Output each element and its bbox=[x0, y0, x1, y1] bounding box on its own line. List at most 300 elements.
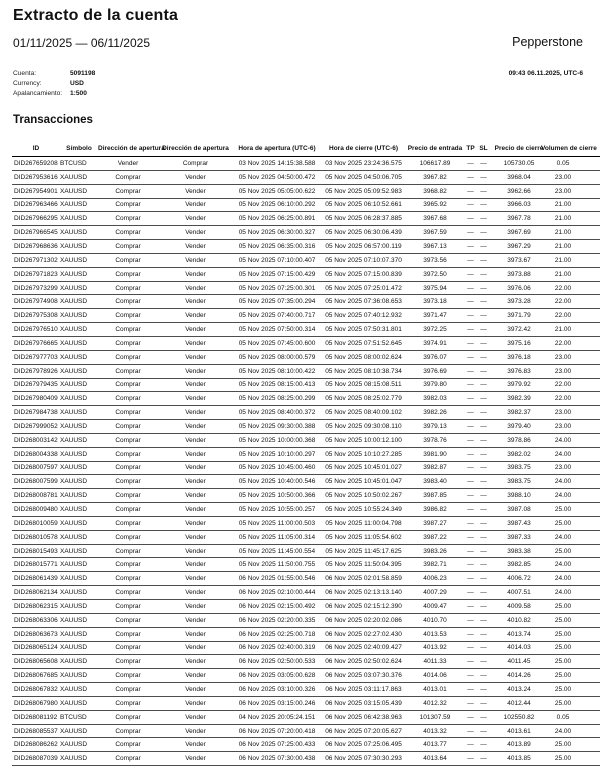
table-cell: Vender bbox=[158, 558, 233, 572]
table-cell: 3986.82 bbox=[406, 503, 464, 517]
table-cell: 3967.82 bbox=[406, 170, 464, 184]
table-cell: 21.00 bbox=[548, 240, 600, 254]
table-cell: 05 Nov 2025 07:10:07.370 bbox=[321, 253, 406, 267]
table-cell: 05 Nov 2025 10:50:00.366 bbox=[233, 489, 321, 503]
table-cell: 3982.37 bbox=[490, 406, 548, 420]
table-cell: 05 Nov 2025 07:35:00.294 bbox=[233, 295, 321, 309]
table-cell: XAUUSD bbox=[60, 447, 98, 461]
table-cell: Comprar bbox=[98, 184, 158, 198]
table-cell: Comprar bbox=[98, 336, 158, 350]
table-cell: Vender bbox=[158, 489, 233, 503]
table-cell: Vender bbox=[158, 613, 233, 627]
table-cell: 4012.44 bbox=[490, 696, 548, 710]
table-cell: Comprar bbox=[98, 475, 158, 489]
table-cell: 4006.23 bbox=[406, 572, 464, 586]
table-cell: 25.00 bbox=[548, 696, 600, 710]
table-cell: 05 Nov 2025 07:40:00.717 bbox=[233, 309, 321, 323]
table-cell: Vender bbox=[158, 627, 233, 641]
table-cell: 06 Nov 2025 07:25:06.495 bbox=[321, 738, 406, 752]
table-row bbox=[12, 641, 600, 655]
table-cell: XAUUSD bbox=[60, 738, 98, 752]
table-cell: 102550.82 bbox=[490, 710, 548, 724]
table-row bbox=[12, 350, 600, 364]
table-cell: DID268065124 bbox=[12, 641, 60, 655]
table-cell: Comprar bbox=[98, 530, 158, 544]
table-cell: 3976.69 bbox=[406, 364, 464, 378]
table-cell: DID267966545 bbox=[12, 226, 60, 240]
table-row bbox=[12, 253, 600, 267]
table-cell: 4007.51 bbox=[490, 586, 548, 600]
table-cell: — bbox=[464, 475, 477, 489]
table-cell: 4009.58 bbox=[490, 600, 548, 614]
table-cell: 06 Nov 2025 07:20:05.627 bbox=[321, 724, 406, 738]
page-title: Extracto de la cuenta bbox=[13, 7, 179, 24]
table-row bbox=[12, 433, 600, 447]
table-cell: — bbox=[477, 378, 490, 392]
table-cell: — bbox=[477, 364, 490, 378]
table-cell: 4011.33 bbox=[406, 655, 464, 669]
table-cell: Vender bbox=[158, 600, 233, 614]
table-row bbox=[12, 516, 600, 530]
table-cell: Comprar bbox=[98, 226, 158, 240]
table-cell: 4013.61 bbox=[490, 724, 548, 738]
table-cell: XAUUSD bbox=[60, 350, 98, 364]
table-cell: 3978.76 bbox=[406, 433, 464, 447]
table-cell: 3976.18 bbox=[490, 350, 548, 364]
table-cell: 05 Nov 2025 05:05:00.622 bbox=[233, 184, 321, 198]
table-cell: — bbox=[477, 600, 490, 614]
table-cell: Comprar bbox=[98, 710, 158, 724]
transactions-section-title: Transacciones bbox=[13, 114, 93, 126]
table-cell: — bbox=[477, 724, 490, 738]
table-cell: Comprar bbox=[98, 253, 158, 267]
table-cell: — bbox=[477, 669, 490, 683]
table-cell: 05 Nov 2025 10:45:01.047 bbox=[321, 475, 406, 489]
table-cell: XAUUSD bbox=[60, 752, 98, 766]
table-cell: Comprar bbox=[98, 752, 158, 766]
table-cell: 3967.13 bbox=[406, 240, 464, 254]
table-cell: 25.00 bbox=[548, 600, 600, 614]
table-cell: XAUUSD bbox=[60, 641, 98, 655]
table-row bbox=[12, 281, 600, 295]
table-cell: — bbox=[477, 184, 490, 198]
table-cell: — bbox=[464, 558, 477, 572]
table-cell: — bbox=[477, 503, 490, 517]
table-row bbox=[12, 752, 600, 766]
table-cell: — bbox=[477, 586, 490, 600]
table-cell: Comprar bbox=[98, 461, 158, 475]
table-cell: 05 Nov 2025 10:55:24.349 bbox=[321, 503, 406, 517]
broker-name: Pepperstone bbox=[512, 35, 583, 49]
table-cell: 06 Nov 2025 02:27:02.430 bbox=[321, 627, 406, 641]
table-cell: 23.00 bbox=[548, 170, 600, 184]
table-row bbox=[12, 572, 600, 586]
table-row bbox=[12, 655, 600, 669]
table-cell: DID267971823 bbox=[12, 267, 60, 281]
table-cell: Vender bbox=[158, 295, 233, 309]
table-cell: Comprar bbox=[98, 212, 158, 226]
table-cell: DID267976665 bbox=[12, 336, 60, 350]
table-cell: XAUUSD bbox=[60, 295, 98, 309]
table-cell: XAUUSD bbox=[60, 489, 98, 503]
table-cell: Vender bbox=[158, 572, 233, 586]
table-cell: — bbox=[477, 461, 490, 475]
table-cell: 4014.03 bbox=[490, 641, 548, 655]
table-cell: Comprar bbox=[98, 738, 158, 752]
table-cell: 05 Nov 2025 10:55:00.257 bbox=[233, 503, 321, 517]
table-row bbox=[12, 170, 600, 184]
table-cell: 3982.03 bbox=[406, 392, 464, 406]
table-cell: 3965.92 bbox=[406, 198, 464, 212]
table-cell: 3967.78 bbox=[490, 212, 548, 226]
table-row bbox=[12, 724, 600, 738]
table-cell: — bbox=[464, 489, 477, 503]
table-cell: Vender bbox=[158, 461, 233, 475]
table-cell: 06 Nov 2025 06:42:38.963 bbox=[321, 710, 406, 724]
table-row bbox=[12, 475, 600, 489]
table-cell: DID268010059 bbox=[12, 516, 60, 530]
table-cell: 4010.70 bbox=[406, 613, 464, 627]
table-cell: Comprar bbox=[98, 267, 158, 281]
table-cell: 21.00 bbox=[548, 253, 600, 267]
table-cell: DID268010578 bbox=[12, 530, 60, 544]
table-row bbox=[12, 406, 600, 420]
table-cell: XAUUSD bbox=[60, 683, 98, 697]
table-cell: Comprar bbox=[98, 641, 158, 655]
table-cell: — bbox=[477, 641, 490, 655]
table-cell: — bbox=[464, 572, 477, 586]
table-cell: 3971.47 bbox=[406, 309, 464, 323]
table-cell: XAUUSD bbox=[60, 198, 98, 212]
table-cell: 21.00 bbox=[548, 267, 600, 281]
table-cell: — bbox=[464, 212, 477, 226]
table-cell: 24.00 bbox=[548, 586, 600, 600]
table-cell: 05 Nov 2025 06:35:00.316 bbox=[233, 240, 321, 254]
table-cell: 3973.28 bbox=[490, 295, 548, 309]
table-cell: 05 Nov 2025 06:25:00.891 bbox=[233, 212, 321, 226]
table-cell: Vender bbox=[158, 267, 233, 281]
column-header: Símbolo bbox=[60, 141, 98, 157]
table-cell: — bbox=[477, 752, 490, 766]
table-cell: 4012.32 bbox=[406, 696, 464, 710]
column-header-label: Volumen de cierre bbox=[541, 145, 597, 152]
table-cell: 05 Nov 2025 09:30:08.110 bbox=[321, 420, 406, 434]
table-row bbox=[12, 420, 600, 434]
table-cell: 05 Nov 2025 07:51:52.645 bbox=[321, 336, 406, 350]
table-cell: XAUUSD bbox=[60, 600, 98, 614]
table-cell: BTCUSD bbox=[60, 710, 98, 724]
table-row bbox=[12, 447, 600, 461]
table-cell: 05 Nov 2025 10:45:00.460 bbox=[233, 461, 321, 475]
table-cell: Vender bbox=[158, 683, 233, 697]
table-cell: — bbox=[477, 323, 490, 337]
table-row bbox=[12, 267, 600, 281]
table-cell: DID267966295 bbox=[12, 212, 60, 226]
table-cell: 25.00 bbox=[548, 544, 600, 558]
column-header: Hora de apertura (UTC-6) bbox=[233, 141, 321, 157]
table-cell: Comprar bbox=[98, 281, 158, 295]
table-cell: — bbox=[477, 696, 490, 710]
table-cell: 05 Nov 2025 10:10:00.297 bbox=[233, 447, 321, 461]
table-cell: Comprar bbox=[98, 600, 158, 614]
statement-date-range: 01/11/2025 — 06/11/2025 bbox=[13, 36, 151, 50]
table-cell: — bbox=[477, 655, 490, 669]
table-cell: DID268015771 bbox=[12, 558, 60, 572]
table-cell: XAUUSD bbox=[60, 503, 98, 517]
table-cell: 05 Nov 2025 11:00:00.503 bbox=[233, 516, 321, 530]
table-cell: DID267659208 bbox=[12, 157, 60, 171]
table-cell: 3979.40 bbox=[490, 420, 548, 434]
table-cell: 24.00 bbox=[548, 724, 600, 738]
table-cell: Comprar bbox=[98, 669, 158, 683]
table-cell: 05 Nov 2025 08:10:38.734 bbox=[321, 364, 406, 378]
table-header-row bbox=[12, 141, 600, 157]
table-cell: 05 Nov 2025 07:15:00.429 bbox=[233, 267, 321, 281]
table-cell: XAUUSD bbox=[60, 572, 98, 586]
table-cell: — bbox=[464, 309, 477, 323]
table-cell: — bbox=[464, 170, 477, 184]
table-cell: DID268007597 bbox=[12, 461, 60, 475]
account-field-value: 5091198 bbox=[70, 70, 96, 77]
table-cell: Comprar bbox=[98, 170, 158, 184]
table-cell: 3987.33 bbox=[490, 530, 548, 544]
table-cell: 3983.75 bbox=[490, 475, 548, 489]
table-cell: XAUUSD bbox=[60, 696, 98, 710]
table-cell: 4014.26 bbox=[490, 669, 548, 683]
table-cell: 25.00 bbox=[548, 627, 600, 641]
table-cell: 24.00 bbox=[548, 530, 600, 544]
table-cell: XAUUSD bbox=[60, 461, 98, 475]
table-cell: 4006.72 bbox=[490, 572, 548, 586]
table-row bbox=[12, 544, 600, 558]
table-cell: 4009.47 bbox=[406, 600, 464, 614]
table-cell: 22.00 bbox=[548, 336, 600, 350]
table-cell: Comprar bbox=[98, 295, 158, 309]
table-cell: Vender bbox=[158, 198, 233, 212]
table-cell: 06 Nov 2025 02:13:13.140 bbox=[321, 586, 406, 600]
table-cell: — bbox=[477, 572, 490, 586]
table-cell: Vender bbox=[158, 184, 233, 198]
table-cell: — bbox=[477, 157, 490, 171]
table-cell: 3968.82 bbox=[406, 184, 464, 198]
column-header: Dirección de apertura bbox=[158, 141, 233, 157]
table-cell: DID268067980 bbox=[12, 696, 60, 710]
table-cell: DID268086262 bbox=[12, 738, 60, 752]
table-cell: Comprar bbox=[98, 572, 158, 586]
table-cell: — bbox=[477, 710, 490, 724]
table-cell: 4013.01 bbox=[406, 683, 464, 697]
table-cell: 24.00 bbox=[548, 558, 600, 572]
table-row bbox=[12, 184, 600, 198]
table-cell: 05 Nov 2025 08:10:00.422 bbox=[233, 364, 321, 378]
table-row bbox=[12, 558, 600, 572]
table-cell: DID268085537 bbox=[12, 724, 60, 738]
table-cell: Comprar bbox=[98, 558, 158, 572]
table-cell: Vender bbox=[158, 240, 233, 254]
table-cell: BTCUSD bbox=[60, 157, 98, 171]
table-cell: XAUUSD bbox=[60, 281, 98, 295]
table-cell: XAUUSD bbox=[60, 586, 98, 600]
table-cell: 06 Nov 2025 02:50:02.624 bbox=[321, 655, 406, 669]
table-cell: Vender bbox=[158, 226, 233, 240]
account-field bbox=[13, 79, 95, 89]
table-cell: 06 Nov 2025 03:11:17.863 bbox=[321, 683, 406, 697]
table-cell: 22.00 bbox=[548, 378, 600, 392]
table-cell: DID268015493 bbox=[12, 544, 60, 558]
table-cell: — bbox=[464, 516, 477, 530]
table-cell: 22.00 bbox=[548, 392, 600, 406]
table-cell: Comprar bbox=[98, 544, 158, 558]
table-cell: 4007.29 bbox=[406, 586, 464, 600]
table-cell: 23.00 bbox=[548, 350, 600, 364]
table-row bbox=[12, 198, 600, 212]
table-cell: 3981.90 bbox=[406, 447, 464, 461]
table-cell: 3975.16 bbox=[490, 336, 548, 350]
table-cell: 05 Nov 2025 08:40:09.102 bbox=[321, 406, 406, 420]
table-cell: — bbox=[464, 198, 477, 212]
table-cell: DID268007599 bbox=[12, 475, 60, 489]
table-cell: XAUUSD bbox=[60, 420, 98, 434]
table-cell: 05 Nov 2025 11:05:00.314 bbox=[233, 530, 321, 544]
table-row bbox=[12, 295, 600, 309]
table-cell: 05 Nov 2025 04:50:00.472 bbox=[233, 170, 321, 184]
table-cell: 3972.50 bbox=[406, 267, 464, 281]
table-cell: Vender bbox=[158, 696, 233, 710]
table-cell: — bbox=[477, 544, 490, 558]
table-cell: — bbox=[477, 433, 490, 447]
table-cell: 05 Nov 2025 10:50:02.267 bbox=[321, 489, 406, 503]
table-cell: — bbox=[477, 420, 490, 434]
account-info bbox=[13, 69, 95, 99]
table-cell: 25.00 bbox=[548, 641, 600, 655]
table-cell: — bbox=[464, 724, 477, 738]
table-cell: — bbox=[464, 406, 477, 420]
table-cell: 3967.69 bbox=[490, 226, 548, 240]
table-cell: — bbox=[477, 738, 490, 752]
table-cell: — bbox=[464, 669, 477, 683]
table-cell: 25.00 bbox=[548, 503, 600, 517]
column-header: SL bbox=[477, 141, 490, 157]
table-cell: — bbox=[477, 613, 490, 627]
table-cell: 106617.89 bbox=[406, 157, 464, 171]
table-cell: — bbox=[464, 627, 477, 641]
table-cell: 06 Nov 2025 03:15:00.246 bbox=[233, 696, 321, 710]
table-cell: 24.00 bbox=[548, 447, 600, 461]
table-cell: Comprar bbox=[98, 586, 158, 600]
table-cell: 05 Nov 2025 08:00:00.579 bbox=[233, 350, 321, 364]
table-cell: 3982.85 bbox=[490, 558, 548, 572]
table-cell: 21.00 bbox=[548, 226, 600, 240]
table-cell: XAUUSD bbox=[60, 544, 98, 558]
table-cell: DID267971302 bbox=[12, 253, 60, 267]
table-cell: 05 Nov 2025 10:00:12.100 bbox=[321, 433, 406, 447]
table-cell: 05 Nov 2025 07:25:01.472 bbox=[321, 281, 406, 295]
account-field-value: USD bbox=[70, 80, 84, 87]
table-cell: 05 Nov 2025 08:15:00.413 bbox=[233, 378, 321, 392]
table-cell: Vender bbox=[158, 530, 233, 544]
table-cell: Comprar bbox=[98, 309, 158, 323]
table-cell: — bbox=[464, 267, 477, 281]
table-cell: 06 Nov 2025 03:10:00.326 bbox=[233, 683, 321, 697]
table-cell: Vender bbox=[158, 669, 233, 683]
table-cell: XAUUSD bbox=[60, 226, 98, 240]
table-row bbox=[12, 489, 600, 503]
table-body bbox=[12, 157, 600, 766]
table-cell: — bbox=[477, 558, 490, 572]
table-cell: Comprar bbox=[158, 157, 233, 171]
table-cell: 24.00 bbox=[548, 489, 600, 503]
table-row bbox=[12, 627, 600, 641]
column-header: Precio de cierre bbox=[490, 141, 548, 157]
table-cell: DID268063673 bbox=[12, 627, 60, 641]
table-cell: Comprar bbox=[98, 378, 158, 392]
table-cell: — bbox=[464, 392, 477, 406]
table-row bbox=[12, 586, 600, 600]
table-cell: 03 Nov 2025 23:24:36.575 bbox=[321, 157, 406, 171]
table-cell: XAUUSD bbox=[60, 516, 98, 530]
table-cell: 4013.89 bbox=[490, 738, 548, 752]
table-cell: Comprar bbox=[98, 516, 158, 530]
table-cell: 05 Nov 2025 10:45:01.027 bbox=[321, 461, 406, 475]
table-cell: DID267976510 bbox=[12, 323, 60, 337]
table-cell: 25.00 bbox=[548, 683, 600, 697]
table-cell: 4013.64 bbox=[406, 752, 464, 766]
table-row bbox=[12, 323, 600, 337]
table-cell: Vender bbox=[158, 752, 233, 766]
table-cell: Vender bbox=[158, 350, 233, 364]
table-row bbox=[12, 309, 600, 323]
table-cell: 05 Nov 2025 06:28:37.885 bbox=[321, 212, 406, 226]
table-cell: 3987.08 bbox=[490, 503, 548, 517]
table-cell: 3982.26 bbox=[406, 406, 464, 420]
table-row bbox=[12, 738, 600, 752]
table-cell: — bbox=[477, 198, 490, 212]
account-field bbox=[13, 69, 95, 79]
table-cell: — bbox=[477, 295, 490, 309]
table-cell: Vender bbox=[158, 544, 233, 558]
table-cell: — bbox=[464, 240, 477, 254]
table-cell: 4013.77 bbox=[406, 738, 464, 752]
table-cell: 06 Nov 2025 07:30:00.438 bbox=[233, 752, 321, 766]
table-cell: 3967.59 bbox=[406, 226, 464, 240]
table-cell: 4010.82 bbox=[490, 613, 548, 627]
table-cell: 3967.29 bbox=[490, 240, 548, 254]
table-cell: 4013.74 bbox=[490, 627, 548, 641]
table-cell: DID267953616 bbox=[12, 170, 60, 184]
table-cell: — bbox=[464, 600, 477, 614]
table-cell: Comprar bbox=[98, 364, 158, 378]
table-cell: Vender bbox=[158, 323, 233, 337]
table-cell: 06 Nov 2025 07:30:30.293 bbox=[321, 752, 406, 766]
table-cell: 06 Nov 2025 02:15:00.492 bbox=[233, 600, 321, 614]
table-cell: 06 Nov 2025 02:50:00.533 bbox=[233, 655, 321, 669]
table-cell: 06 Nov 2025 02:40:09.427 bbox=[321, 641, 406, 655]
column-header: Hora de cierre (UTC-6) bbox=[321, 141, 406, 157]
table-cell: — bbox=[464, 683, 477, 697]
table-cell: 05 Nov 2025 10:10:27.285 bbox=[321, 447, 406, 461]
table-cell: 3968.04 bbox=[490, 170, 548, 184]
table-cell: — bbox=[477, 253, 490, 267]
table-cell: — bbox=[477, 226, 490, 240]
table-cell: — bbox=[477, 392, 490, 406]
column-header: TP bbox=[464, 141, 477, 157]
table-cell: 05 Nov 2025 11:05:54.602 bbox=[321, 530, 406, 544]
table-cell: 23.00 bbox=[548, 420, 600, 434]
table-cell: 03 Nov 2025 14:15:38.588 bbox=[233, 157, 321, 171]
table-cell: 06 Nov 2025 02:15:12.390 bbox=[321, 600, 406, 614]
table-cell: 05 Nov 2025 06:30:00.327 bbox=[233, 226, 321, 240]
table-cell: 06 Nov 2025 02:40:00.319 bbox=[233, 641, 321, 655]
